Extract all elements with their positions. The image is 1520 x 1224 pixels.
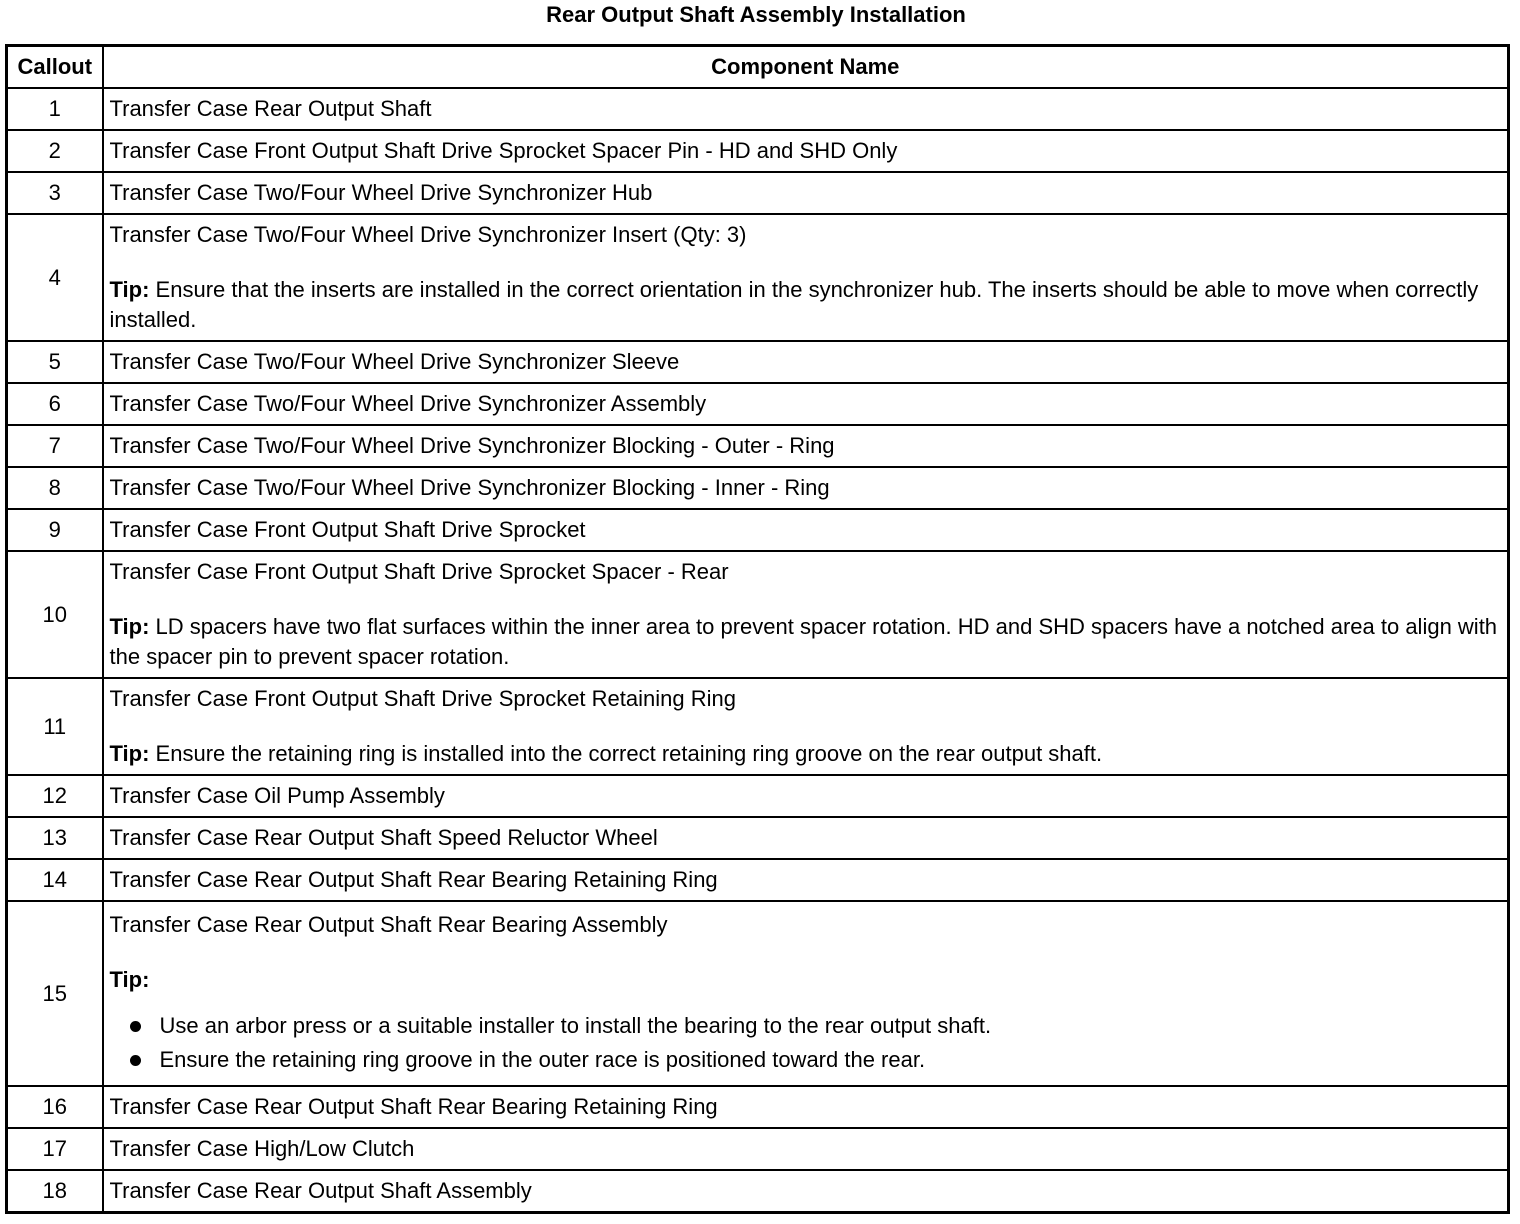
callout-number: 15: [7, 901, 103, 1086]
bullet-icon: [130, 1021, 141, 1032]
callout-column-header: Callout: [7, 46, 103, 89]
tip-list-item: [110, 1009, 1504, 1043]
page-title: Rear Output Shaft Assembly Installation: [546, 2, 966, 27]
tip-text: Use an arbor press or a suitable installer to install the bearing to the rear output shaft.: [159, 1013, 992, 1038]
table-row: [7, 341, 1509, 383]
table-row: [7, 467, 1509, 509]
callout-number: 11: [7, 678, 103, 775]
table-row: [7, 1086, 1509, 1128]
component-name: Transfer Case Two/Four Wheel Drive Synchronizer Insert (Qty: 3): [109, 222, 747, 247]
tip-list: [110, 1009, 1504, 1077]
callout-number: 9: [7, 509, 103, 551]
table-row: [7, 383, 1509, 425]
tip-label: Tip:: [109, 614, 150, 639]
tip-label: Tip:: [109, 967, 150, 992]
component-name: Transfer Case Rear Output Shaft: [103, 88, 1509, 130]
callout-number: 13: [7, 817, 103, 859]
tip-note: [110, 612, 1504, 672]
callout-number: 14: [7, 859, 103, 901]
component-name: Transfer Case Two/Four Wheel Drive Synchronizer Sleeve: [103, 341, 1509, 383]
table-row: [7, 678, 1509, 775]
tip-text: Ensure the retaining ring is installed into the correct retaining ring groove on the rear output shaft.: [155, 741, 1103, 766]
component-cell: [103, 678, 1509, 775]
table-row: [7, 214, 1509, 341]
component-cell: [103, 551, 1509, 678]
component-name: Transfer Case Rear Output Shaft Rear Bearing Retaining Ring: [103, 859, 1509, 901]
table-row: [7, 509, 1509, 551]
tip-note: [110, 739, 1504, 769]
callout-number: 16: [7, 1086, 103, 1128]
table-row: [7, 775, 1509, 817]
table-row: [7, 1128, 1509, 1170]
component-name: Transfer Case Rear Output Shaft Assembly: [103, 1170, 1509, 1213]
component-name: Transfer Case Front Output Shaft Drive Sprocket Retaining Ring: [109, 686, 736, 711]
callout-number: 6: [7, 383, 103, 425]
tip-text: Ensure the retaining ring groove in the outer race is positioned toward the rear.: [159, 1047, 926, 1072]
tip-list-item: [110, 1043, 1504, 1077]
component-name: Transfer Case Rear Output Shaft Rear Bearing Retaining Ring: [103, 1086, 1509, 1128]
tip-text: LD spacers have two flat surfaces within the inner area to prevent spacer rotation. HD and SHD spacers have a notched area to align with the spacer pin to prevent spacer rotation.: [109, 614, 1498, 669]
table-row: [7, 172, 1509, 214]
callout-number: 1: [7, 88, 103, 130]
component-name: Transfer Case Two/Four Wheel Drive Synchronizer Blocking - Outer - Ring: [103, 425, 1509, 467]
table-row: [7, 551, 1509, 678]
tip-text: Ensure that the inserts are installed in the correct orientation in the synchronizer hub. The inserts should be able to move when correctly installed.: [109, 277, 1479, 332]
component-name: Transfer Case Front Output Shaft Drive Sprocket: [103, 509, 1509, 551]
component-name: Transfer Case High/Low Clutch: [103, 1128, 1509, 1170]
component-name: Transfer Case Two/Four Wheel Drive Synchronizer Blocking - Inner - Ring: [103, 467, 1509, 509]
component-name-column-header: Component Name: [103, 46, 1509, 89]
component-cell: [103, 214, 1509, 341]
component-cell: [103, 901, 1509, 1086]
callout-number: 18: [7, 1170, 103, 1213]
tip-note: [110, 275, 1504, 335]
table-row: [7, 130, 1509, 172]
table-row: [7, 88, 1509, 130]
component-name: Transfer Case Front Output Shaft Drive Sprocket Spacer - Rear: [109, 559, 729, 584]
callout-number: 7: [7, 425, 103, 467]
table-row: [7, 817, 1509, 859]
callout-number: 3: [7, 172, 103, 214]
callout-number: 12: [7, 775, 103, 817]
tip-label: Tip:: [109, 741, 150, 766]
table-row: [7, 1170, 1509, 1213]
component-name: Transfer Case Rear Output Shaft Rear Bearing Assembly: [109, 912, 668, 937]
component-name: Transfer Case Front Output Shaft Drive Sprocket Spacer Pin - HD and SHD Only: [103, 130, 1509, 172]
table-row: [7, 901, 1509, 1086]
table-row: [7, 425, 1509, 467]
callout-number: 5: [7, 341, 103, 383]
table-row: [7, 859, 1509, 901]
callout-number: 8: [7, 467, 103, 509]
callout-table: [5, 44, 1510, 1214]
callout-number: 4: [7, 214, 103, 341]
component-name: Transfer Case Rear Output Shaft Speed Reluctor Wheel: [103, 817, 1509, 859]
callout-number: 10: [7, 551, 103, 678]
tip-label: Tip:: [109, 277, 150, 302]
component-name: Transfer Case Two/Four Wheel Drive Synchronizer Hub: [103, 172, 1509, 214]
callout-number: 17: [7, 1128, 103, 1170]
bullet-icon: [130, 1055, 141, 1066]
header-row: [7, 46, 1509, 89]
callout-number: 2: [7, 130, 103, 172]
component-name: Transfer Case Two/Four Wheel Drive Synchronizer Assembly: [103, 383, 1509, 425]
component-name: Transfer Case Oil Pump Assembly: [103, 775, 1509, 817]
